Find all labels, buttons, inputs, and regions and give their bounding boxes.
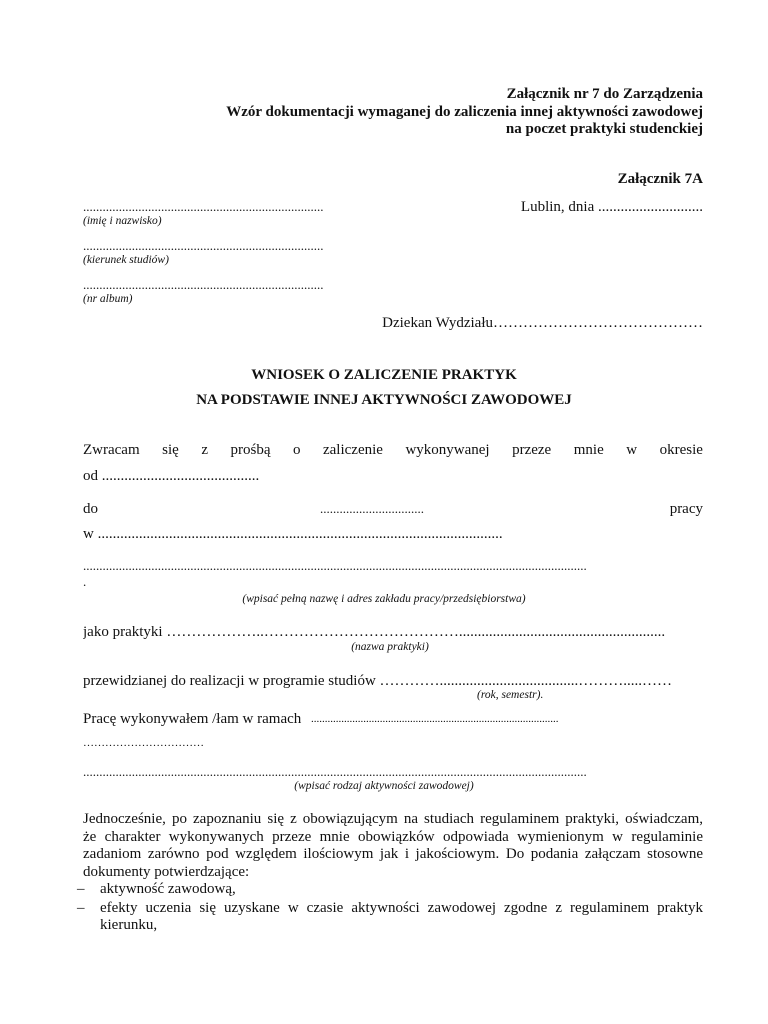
- work-label: pracy: [669, 501, 703, 517]
- workplace-field-end: .: [83, 574, 87, 589]
- declaration-line: dokumenty potwierdzające:: [83, 863, 250, 880]
- annex-number: Załącznik 7A: [617, 171, 703, 187]
- declaration-line: zadaniom zarówno pod względem ilościowym jak i jakościowym. Do podania załączam stosowne: [83, 846, 703, 862]
- work-type-field: ..........................................................................................: [311, 713, 559, 725]
- declaration-line: Jednocześnie, po zapoznaniu się z obowiązującym na studiach regulaminem praktyki, oświadczam,: [83, 811, 703, 827]
- work-type-field-continued: ……………………………: [83, 737, 204, 749]
- curriculum-line: przewidzianej do realizacji w programie studiów ………….....................................……….....……: [83, 673, 673, 689]
- form-subtitle: NA PODSTAWIE INNEJ AKTYWNOŚCI ZAWODOWEJ: [196, 392, 572, 408]
- album-field: ..........................................................................: [83, 277, 324, 292]
- list-item: efekty uczenia się uzyskane w czasie aktywności zawodowej zgodne z regulaminem praktyk: [100, 900, 703, 916]
- workplace-caption: (wpisać pełną nazwę i adres zakładu pracy/przedsiębiorstwa): [242, 593, 526, 605]
- place-date: Lublin, dnia ............................: [520, 199, 703, 215]
- declaration-paragraph: [83, 811, 703, 881]
- period-to-field: ................................: [320, 501, 424, 516]
- album-caption: (nr album): [83, 293, 133, 305]
- request-paragraph: [83, 442, 703, 459]
- internship-name-line: jako praktyki ………………..………………………………….......................................................: [83, 624, 666, 640]
- name-field: ..........................................................................: [83, 199, 324, 214]
- request-word: przeze: [512, 442, 552, 458]
- template-subtitle: na poczet praktyki studenckiej: [505, 121, 703, 137]
- work-type-label: Pracę wykonywałem /łam w ramach: [83, 711, 302, 727]
- request-word: wykonywanej: [405, 442, 490, 458]
- course-field: ..........................................................................: [83, 238, 324, 253]
- list-item-continued: kierunku,: [100, 917, 158, 933]
- request-word: w: [626, 442, 638, 458]
- list-bullet: –: [77, 900, 85, 916]
- internship-name-caption: (nazwa praktyki): [351, 641, 429, 653]
- declaration-line: że charakter wykonywanych przeze mnie obowiązków odpowiada wymienionym w regulaminie: [83, 828, 703, 845]
- request-word: się: [162, 442, 179, 458]
- workplace-line: w ............................................................................................................: [83, 526, 503, 542]
- period-to-label: do: [83, 501, 98, 517]
- request-word: zaliczenie: [322, 442, 383, 458]
- request-word: o: [292, 442, 301, 458]
- period-from: od ..........................................: [83, 468, 260, 484]
- form-title: WNIOSEK O ZALICZENIE PRAKTYK: [251, 367, 517, 383]
- course-caption: (kierunek studiów): [83, 254, 169, 266]
- list-item: aktywność zawodową,: [100, 881, 236, 897]
- request-word: Zwracam: [83, 442, 140, 458]
- curriculum-caption: (rok, semestr).: [477, 689, 544, 701]
- request-word: mnie: [573, 442, 604, 458]
- annex-reference: Załącznik nr 7 do Zarządzenia: [506, 86, 703, 102]
- list-bullet: –: [77, 881, 85, 897]
- request-word: okresie: [659, 442, 703, 458]
- name-caption: (imię i nazwisko): [83, 215, 162, 227]
- activity-type-field: ...........................................................................................................................................................: [83, 764, 587, 779]
- request-word: z: [201, 442, 208, 458]
- workplace-field: ...........................................................................................................................................................: [83, 558, 587, 573]
- activity-type-caption: (wpisać rodzaj aktywności zawodowej): [294, 780, 474, 792]
- template-title: Wzór dokumentacji wymaganej do zaliczenia innej aktywności zawodowej: [226, 104, 703, 120]
- recipient: Dziekan Wydziału……………………………………: [382, 315, 703, 331]
- request-word: prośbą: [230, 442, 271, 458]
